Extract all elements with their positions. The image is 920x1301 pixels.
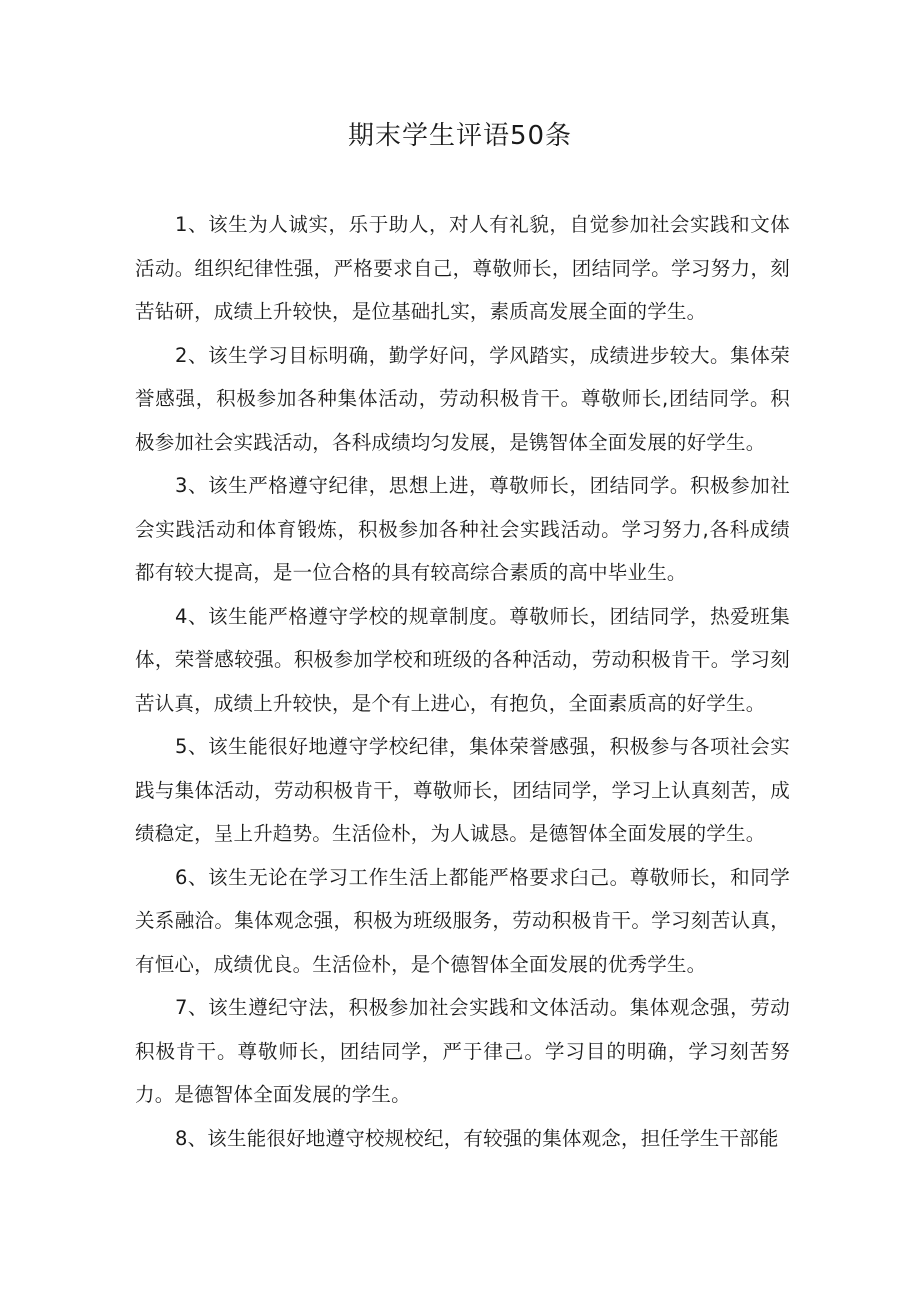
paragraph-6: 6、该生无论在学习工作生活上都能严格要求臼己。尊敬师长，和同学关系融洽。集体观念强，积极为班级服务，劳动积极肯干。学习刻苦认真，有恒心，成绩优良。生活俭朴，是个德智体全面发展的优秀学生。 bbox=[135, 865, 790, 976]
paragraph-7: 7、该生遵纪守法，积极参加社会实践和文体活动。集体观念强，劳动积极肯干。尊敬师长，团结同学，严于律己。学习目的明确，学习刻苦努力。是德智体全面发展的学生。 bbox=[135, 996, 790, 1106]
document-body bbox=[135, 203, 790, 1160]
paragraph-8: 8、该生能很好地遵守校规校纪，有较强的集体观念，担任学生干部能 bbox=[175, 1126, 779, 1150]
paragraph-5: 5、该生能很好地遵守学校纪律，集体荣誉感强，积极参与各项社会实践与集体活动，劳动积极肯干，尊敬师长，团结同学，学习上认真刻苦，成绩稳定，呈上升趋势。生活俭朴，为人诚恳。是德智体全面发展的学生。 bbox=[135, 735, 790, 845]
paragraph-2: 2、该生学习目标明确，勤学好问，学风踏实，成绩进步较大。集体荣誉感强，积极参加各种集体活动，劳动积极肯干。尊敬师长,团结同学。积极参加社会实践活动，各科成绩均匀发展，是镌智体全面发展的好学生。 bbox=[135, 343, 790, 454]
paragraph-3: 3、该生严格遵守纪律，思想上进，尊敬师长，团结同学。积极参加社会实践活动和体育锻炼，积极参加各种社会实践活动。学习努力,各科成绩都有较大提高，是一位合格的具有较高综合素质的高中毕业生。 bbox=[135, 474, 790, 584]
paragraph-1: 1、该生为人诚实，乐于助人，对人有礼貌，自觉参加社会实践和文体活动。组织纪律性强，严格要求自己，尊敬师长，团结同学。学习努力，刻苦钻研，成绩上升较快，是位基础扎实，素质高发展全面的学生。 bbox=[135, 213, 790, 323]
paragraph-4: 4、该生能严格遵守学校的规章制度。尊敬师长，团结同学，热爱班集体，荣誉感较强。积极参加学校和班级的各种活动，劳动积极肯干。学习刻苦认真，成绩上升较快，是个有上进心，有抱负，全面素质高的好学生。 bbox=[135, 604, 790, 715]
page-title: 期末学生评语50条 bbox=[347, 121, 573, 151]
